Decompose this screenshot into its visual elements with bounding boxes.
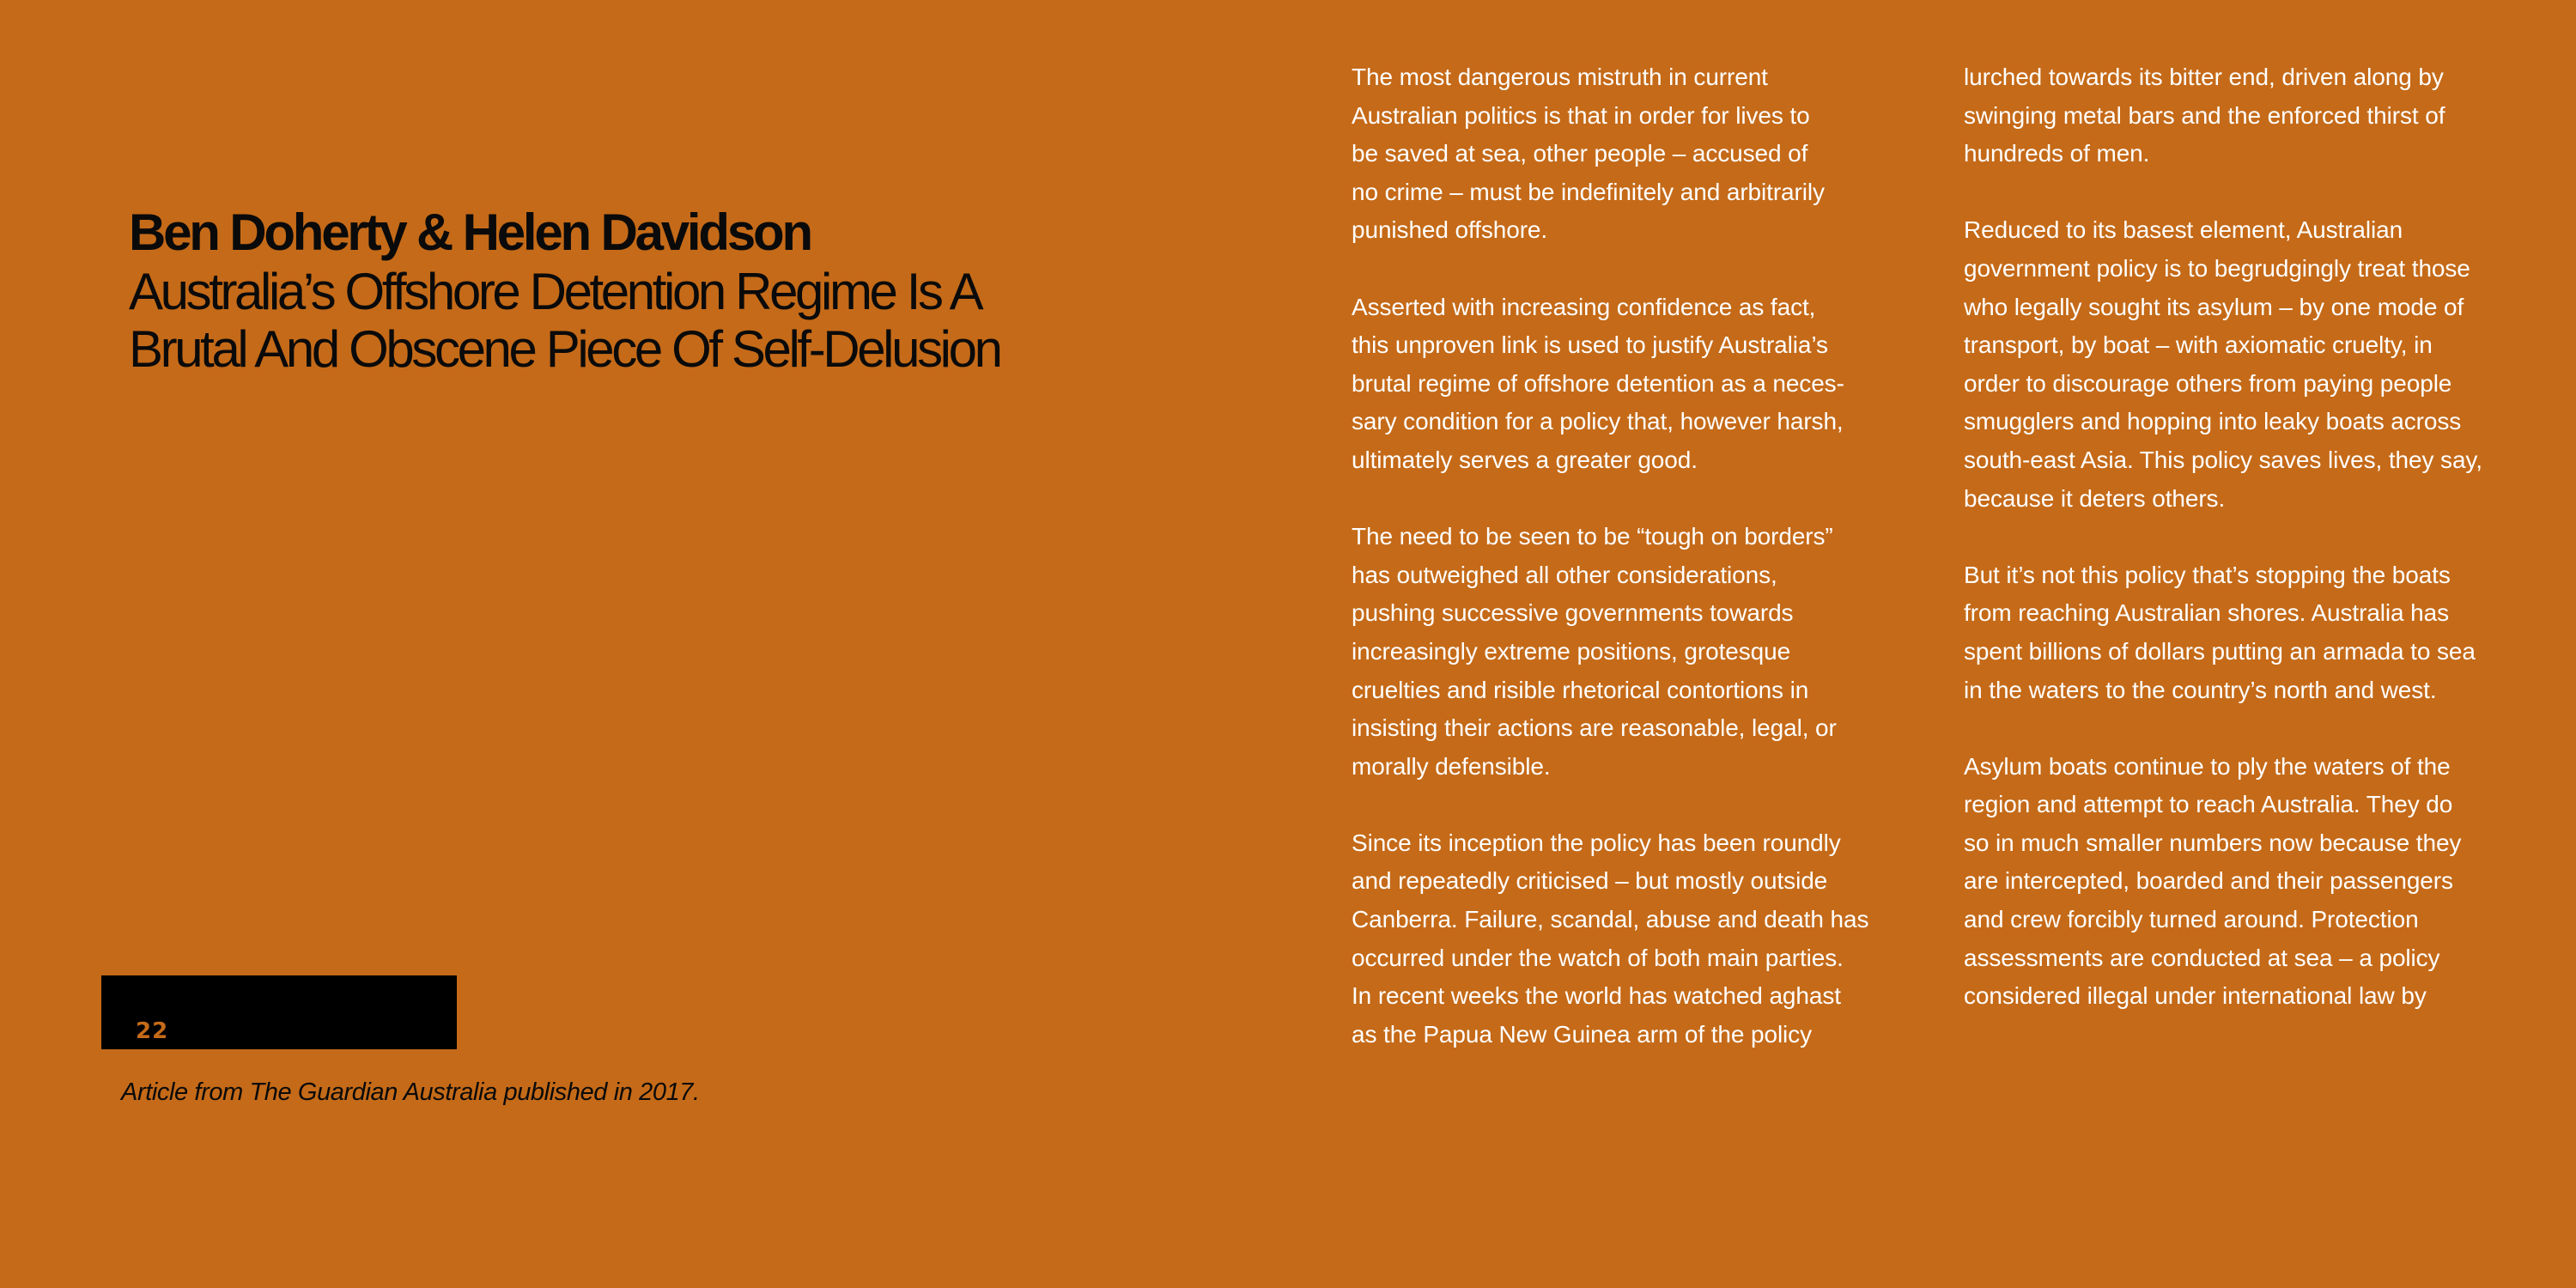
text-line: pushing successive governments towards: [1352, 599, 1794, 627]
text-line: and crew forcibly turned around. Protection: [1964, 906, 2419, 933]
text-line: Since its inception the policy has been roundly: [1352, 829, 1841, 856]
text-line: as the Papua New Guinea arm of the policy: [1352, 1020, 1812, 1048]
text-line: are intercepted, boarded and their passengers: [1964, 867, 2453, 895]
text-line: be saved at sea, other people – accused of: [1352, 140, 1808, 167]
paragraph: [1352, 518, 1918, 786]
paragraph: [1964, 211, 2530, 518]
paragraph: [1352, 58, 1918, 250]
text-line: increasingly extreme positions, grotesque: [1352, 637, 1791, 665]
article-authors: Ben Doherty & Helen Davidson: [129, 204, 811, 261]
text-line: In recent weeks the world has watched aghast: [1352, 982, 1841, 1010]
text-line: transport, by boat – with axiomatic cruelty, in: [1964, 331, 2433, 359]
paragraph: [1352, 824, 1918, 1054]
text-line: morally defensible.: [1352, 752, 1551, 780]
article-title-line-1: Australia’s Offshore Detention Regime Is A: [129, 263, 981, 320]
paragraph: [1964, 556, 2530, 709]
text-line: who legally sought its asylum – by one mode of: [1964, 293, 2464, 320]
text-line: Asserted with increasing confidence as fact,: [1352, 293, 1816, 320]
text-line: in the waters to the country’s north and west.: [1964, 676, 2437, 703]
text-line: government policy is to begrudgingly treat those: [1964, 254, 2470, 282]
text-line: punished offshore.: [1352, 216, 1548, 244]
text-line: from reaching Australian shores. Australia has: [1964, 599, 2450, 627]
page-number: 22: [136, 1018, 169, 1044]
text-line: The most dangerous mistruth in current: [1352, 64, 1768, 90]
text-line: so in much smaller numbers now because they: [1964, 829, 2462, 856]
text-line: order to discourage others from paying people: [1964, 369, 2452, 397]
text-line: sary condition for a policy that, however harsh,: [1352, 408, 1844, 435]
text-line: hundreds of men.: [1964, 140, 2150, 167]
paragraph: [1964, 748, 2530, 1016]
text-line: and repeatedly criticised – but mostly outside: [1352, 867, 1828, 895]
text-line: assessments are conducted at sea – a policy: [1964, 944, 2440, 971]
text-line: south-east Asia. This policy saves lives, they say,: [1964, 446, 2482, 473]
text-line: no crime – must be indefinitely and arbitrarily: [1352, 178, 1825, 205]
text-line: cruelties and risible rhetorical contortions in: [1352, 676, 1809, 703]
text-line: region and attempt to reach Australia. They do: [1964, 791, 2453, 818]
text-line: has outweighed all other considerations,: [1352, 561, 1777, 588]
text-line: occurred under the watch of both main parties.: [1352, 944, 1844, 971]
body-column-1: [1352, 58, 1918, 1092]
text-line: The need to be seen to be “tough on borders”: [1352, 523, 1833, 550]
text-line: smugglers and hopping into leaky boats across: [1964, 408, 2462, 435]
text-line: considered illegal under international law by: [1964, 982, 2427, 1010]
paragraph: [1964, 58, 2530, 173]
text-line: Australian politics is that in order for lives to: [1352, 101, 1810, 129]
text-line: because it deters others.: [1964, 484, 2226, 512]
article-heading: [129, 203, 1202, 378]
body-column-2: [1964, 58, 2530, 1054]
text-line: lurched towards its bitter end, driven along by: [1964, 64, 2444, 90]
text-line: Asylum boats continue to ply the waters of the: [1964, 752, 2451, 780]
text-line: Canberra. Failure, scandal, abuse and death has: [1352, 906, 1869, 933]
text-line: brutal regime of offshore detention as a neces-: [1352, 369, 1844, 397]
article-source-caption: Article from The Guardian Australia published in 2017.: [121, 1078, 700, 1106]
text-line: this unproven link is used to justify Australia’s: [1352, 331, 1828, 359]
paragraph: [1352, 289, 1918, 480]
text-line: spent billions of dollars putting an armada to sea: [1964, 637, 2476, 665]
text-line: insisting their actions are reasonable, legal, or: [1352, 714, 1837, 742]
text-line: But it’s not this policy that’s stopping the boats: [1964, 561, 2451, 588]
text-line: swinging metal bars and the enforced thirst of: [1964, 101, 2445, 129]
page-number-block: [101, 975, 457, 1049]
text-line: ultimately serves a greater good.: [1352, 446, 1698, 473]
article-title-line-2: Brutal And Obscene Piece Of Self-Delusion: [129, 320, 1000, 378]
text-line: Reduced to its basest element, Australian: [1964, 216, 2403, 244]
